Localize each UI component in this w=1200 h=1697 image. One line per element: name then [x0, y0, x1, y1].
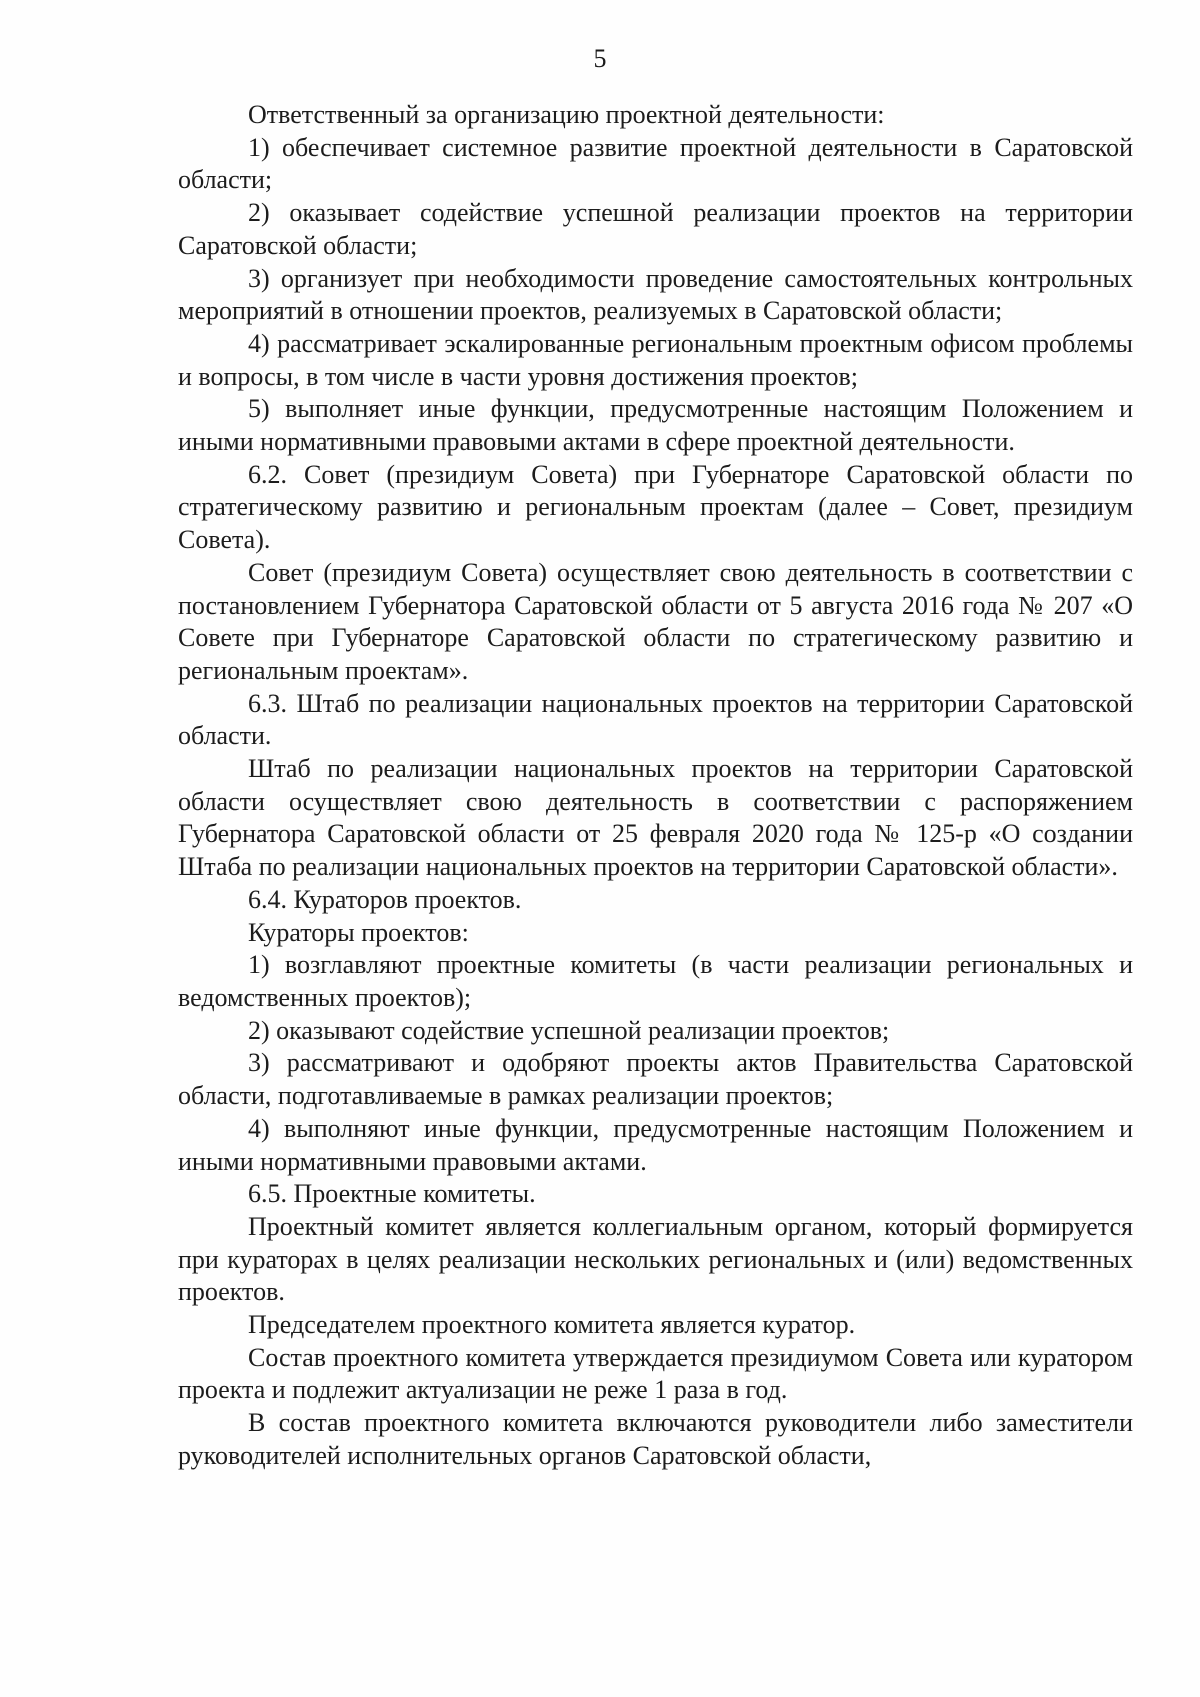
- paragraph: Ответственный за организацию проектной деятельности:: [248, 100, 885, 129]
- paragraph: 5) выполняет иные функции, предусмотренные настоящим Положением и иными нормативными правовыми актами в сфере проектной деятельности.: [178, 394, 1133, 457]
- paragraph: Председателем проектного комитета является куратор.: [248, 1310, 856, 1340]
- paragraph: 2) оказывают содействие успешной реализации проектов;: [248, 1015, 890, 1045]
- paragraph: 6.3. Штаб по реализации национальных проектов на территории Саратовской области.: [178, 688, 1133, 751]
- paragraph: В состав проектного комитета включаются руководители либо заместители руководителей исполнительных органов Саратовской области,: [178, 1408, 1133, 1470]
- paragraph: 1) возглавляют проектные комитеты (в части реализации региональных и ведомственных проектов);: [178, 950, 1133, 1012]
- paragraph: Проектный комитет является коллегиальным органом, который формируется при кураторах в целях реализации нескольких региональных и (или) ведомственных проектов.: [178, 1211, 1133, 1307]
- paragraph: Кураторы проектов:: [248, 917, 469, 947]
- paragraph: 6.4. Кураторов проектов.: [248, 884, 522, 914]
- paragraph: 6.5. Проектные комитеты.: [248, 1179, 536, 1209]
- paragraph: Штаб по реализации национальных проектов на территории Саратовской области осуществляет свою деятельность в соответствии с распоряжением Губернатора Саратовской области от 25 февраля 2020 года № 125-р «О создании Штаба по реализации национальных проектов на территории Саратовской области».: [178, 754, 1133, 882]
- paragraph: 3) рассматривают и одобряют проекты актов Правительства Саратовской области, подготавливаемые в рамках реализации проектов;: [178, 1048, 1133, 1111]
- paragraph: 4) выполняют иные функции, предусмотренные настоящим Положением и иными нормативными правовыми актами.: [178, 1113, 1133, 1176]
- paragraph: 4) рассматривает эскалированные региональным проектным офисом проблемы и вопросы, в том числе в части уровня достижения проектов;: [178, 328, 1133, 391]
- document-body: [178, 99, 1133, 1473]
- paragraph: 6.2. Совет (президиум Совета) при Губернаторе Саратовской области по стратегическому развитию и региональным проектам (далее – Совет, президиум Совета).: [178, 459, 1133, 555]
- paragraph: Состав проектного комитета утверждается президиумом Совета или куратором проекта и подлежит актуализации не реже 1 раза в год.: [178, 1342, 1133, 1405]
- paragraph: 2) оказывает содействие успешной реализации проектов на территории Саратовской области;: [178, 198, 1133, 260]
- page-number: 5: [593, 44, 607, 73]
- paragraph: 1) обеспечивает системное развитие проектной деятельности в Саратовской области;: [178, 132, 1133, 195]
- paragraph: 3) организует при необходимости проведение самостоятельных контрольных мероприятий в отношении проектов, реализуемых в Саратовской области;: [178, 263, 1133, 326]
- paragraph: Совет (президиум Совета) осуществляет свою деятельность в соответствии с постановлением Губернатора Саратовской области от 5 августа 2016 года № 207 «О Совете при Губернаторе Саратовской области по стратегическому развитию и региональным проектам».: [178, 557, 1133, 685]
